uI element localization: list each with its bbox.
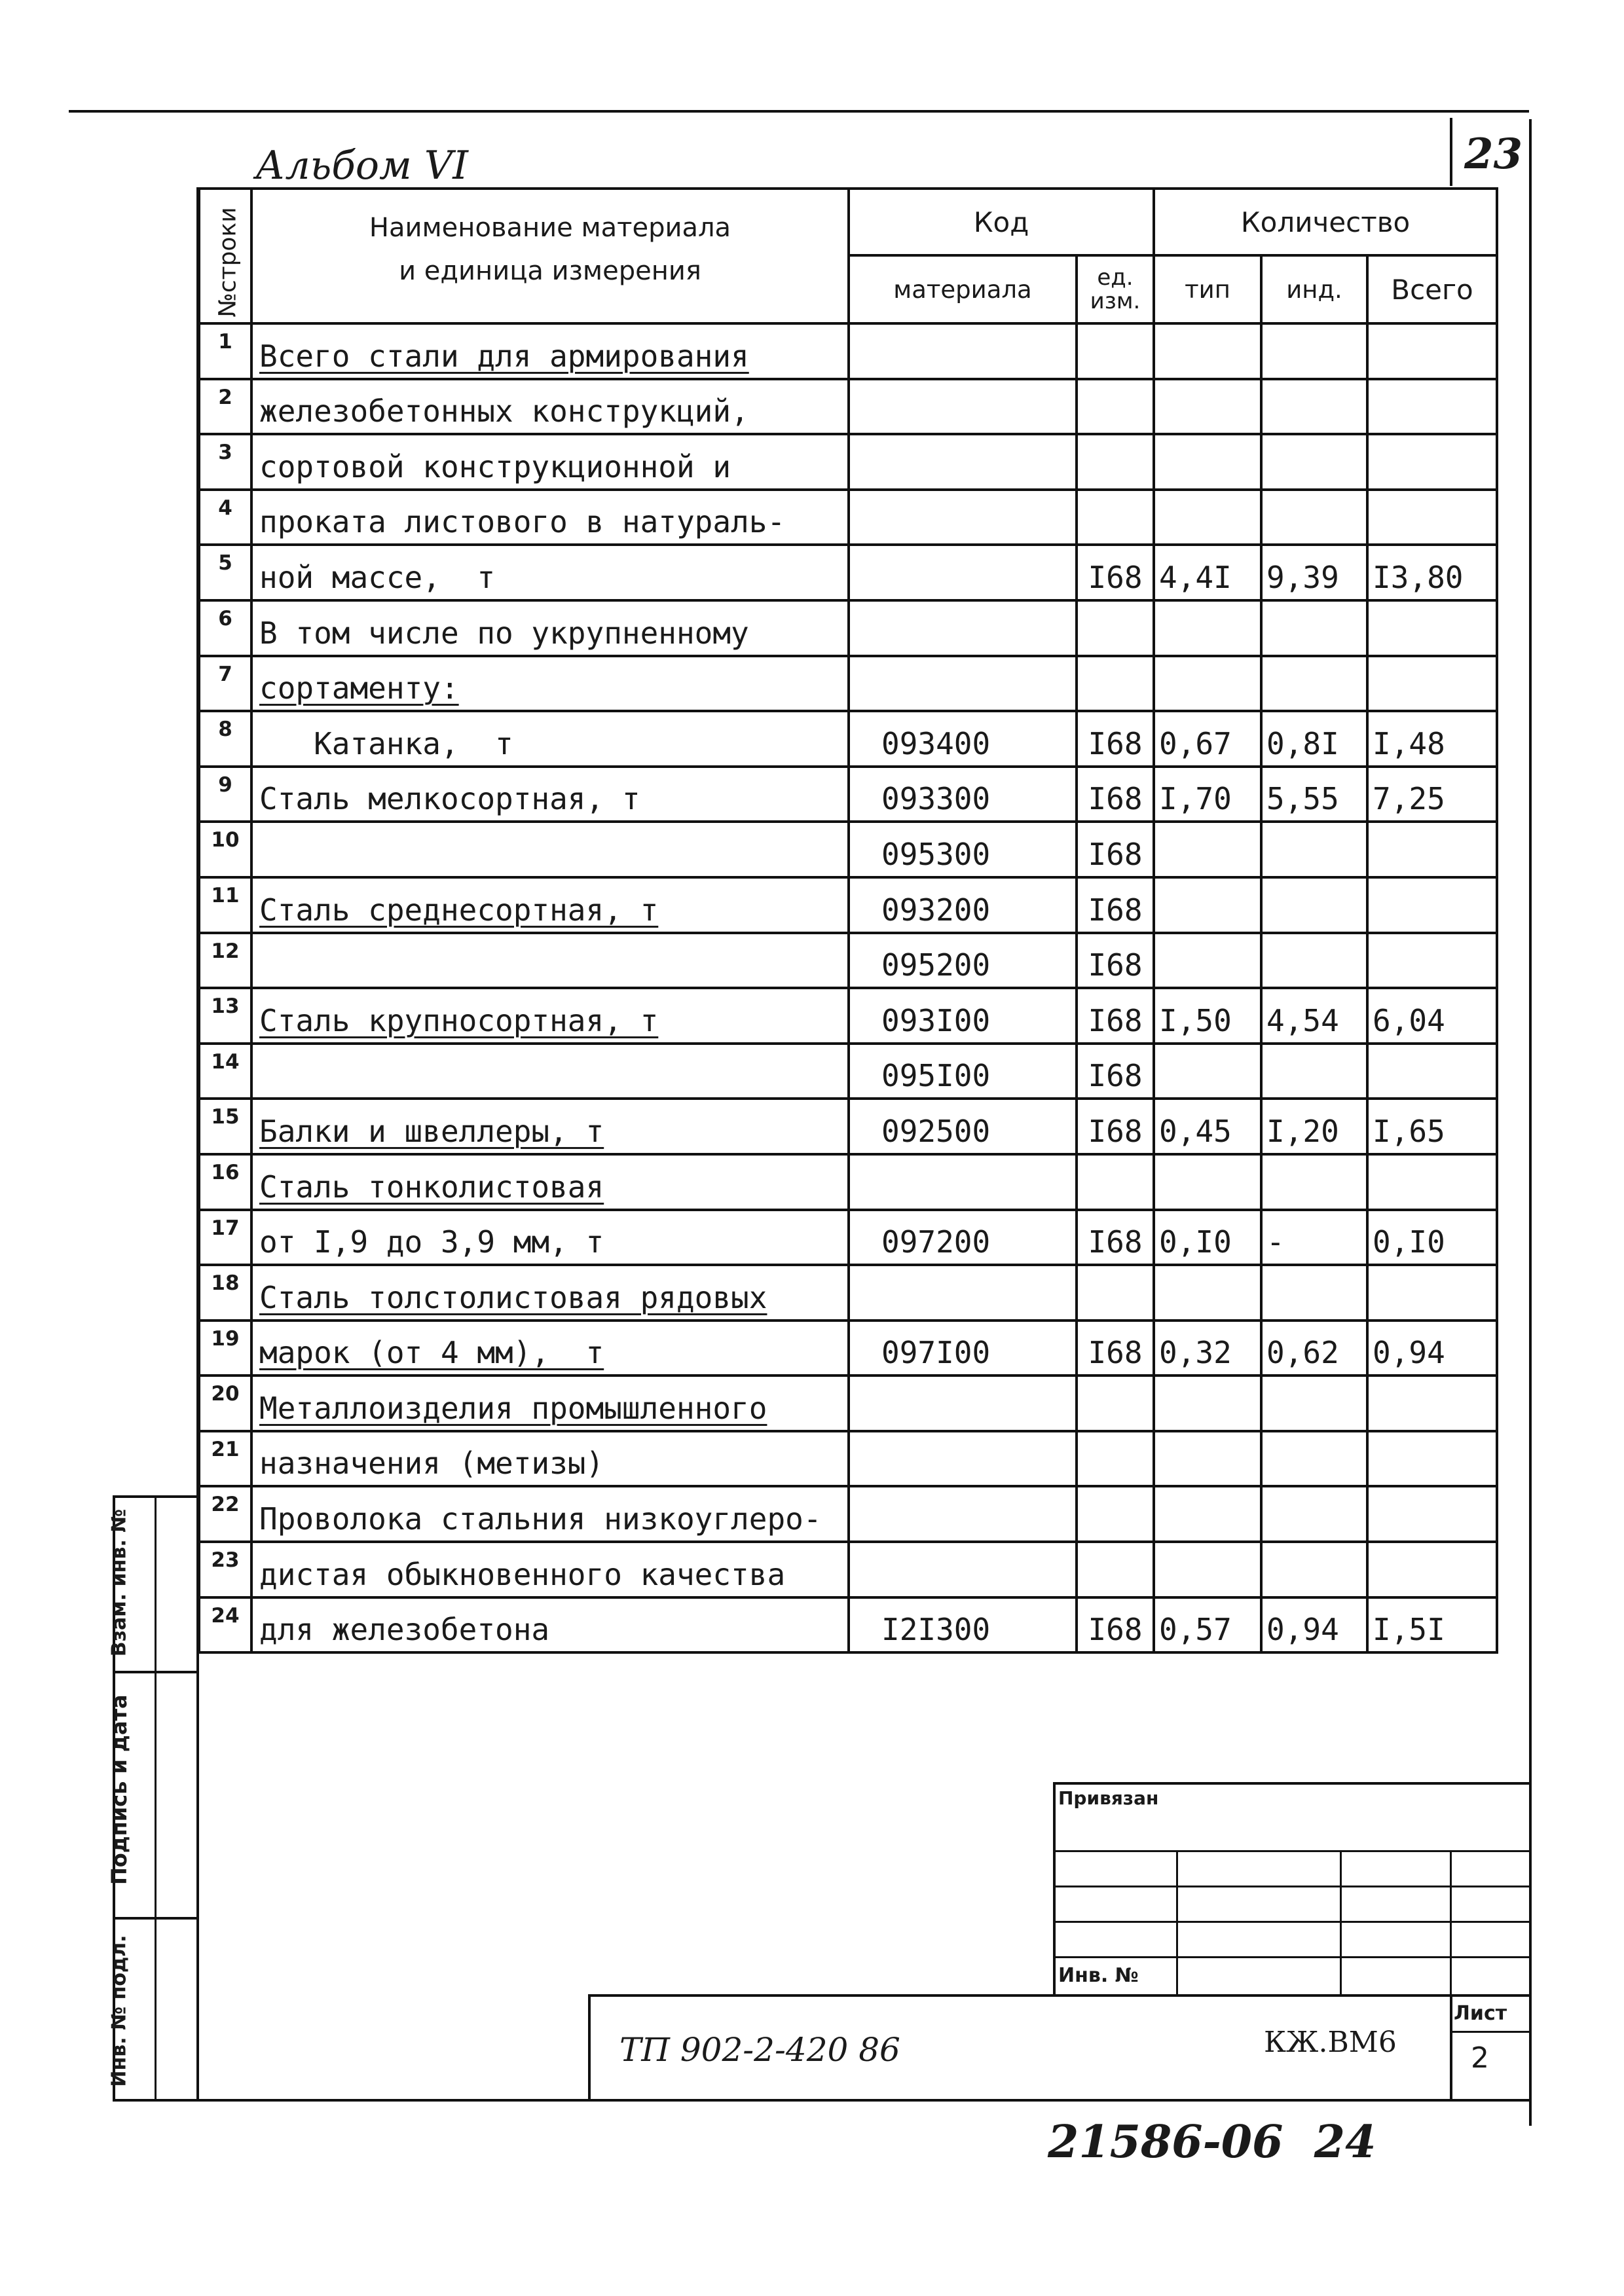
material-name: Сталь тонколистовая — [251, 1154, 849, 1210]
table-row — [199, 1597, 1497, 1653]
ind-header: инд. — [1261, 255, 1367, 323]
material-code — [849, 656, 1077, 712]
privyazan-label: Привязан — [1058, 1787, 1159, 1809]
qty-typ — [1154, 1044, 1261, 1099]
row-number: 16 — [199, 1154, 251, 1210]
material-code — [849, 379, 1077, 435]
qty-total — [1367, 1542, 1497, 1597]
material-code — [849, 600, 1077, 656]
qty-typ: 0,32 — [1154, 1321, 1261, 1376]
material-name: В том числе по укрупненному — [251, 600, 849, 656]
qty-ind — [1261, 933, 1367, 989]
qty-ind: I,20 — [1261, 1099, 1367, 1154]
doc-mark: КЖ.ВМ6 — [1264, 2026, 1397, 2059]
qty-typ — [1154, 1542, 1261, 1597]
title-block-left — [588, 1994, 591, 2102]
qty-ind — [1261, 1265, 1367, 1321]
material-name: назначения (метизы) — [251, 1431, 849, 1487]
unit-header: ед. изм. — [1077, 255, 1154, 323]
quantity-header: Количество — [1154, 189, 1497, 255]
unit-code — [1077, 1431, 1154, 1487]
qty-total — [1367, 490, 1497, 545]
unit-code — [1077, 600, 1154, 656]
material-name: марок (от 4 мм), т — [251, 1321, 849, 1376]
left-frame — [196, 187, 199, 2102]
sheet-box-mid — [1450, 2031, 1531, 2033]
qty-typ — [1154, 822, 1261, 877]
qty-total — [1367, 1376, 1497, 1431]
material-spec-table — [198, 187, 1498, 1654]
page-box-left — [1450, 118, 1452, 186]
qty-typ — [1154, 1431, 1261, 1487]
qty-total — [1367, 656, 1497, 712]
unit-code: I68 — [1077, 711, 1154, 767]
qty-ind — [1261, 822, 1367, 877]
material-name: ной массе, т — [251, 545, 849, 600]
row-number: 12 — [199, 933, 251, 989]
unit-code — [1077, 1376, 1154, 1431]
qty-total: 0,I0 — [1367, 1210, 1497, 1266]
table-row — [199, 988, 1497, 1044]
unit-code — [1077, 1154, 1154, 1210]
row-number: 11 — [199, 877, 251, 933]
material-code: 093300 — [849, 767, 1077, 822]
row-no-header: №строки — [199, 189, 251, 323]
material-name: Металлоизделия промышленного — [251, 1376, 849, 1431]
qty-typ — [1154, 323, 1261, 379]
qty-ind: - — [1261, 1210, 1367, 1266]
unit-code: I68 — [1077, 877, 1154, 933]
table-row — [199, 545, 1497, 600]
table-row — [199, 1542, 1497, 1597]
podpis-data-label: Подпись и дата — [107, 1694, 132, 1885]
qty-ind — [1261, 600, 1367, 656]
qty-typ — [1154, 1154, 1261, 1210]
typ-header: тип — [1154, 255, 1261, 323]
qty-ind — [1261, 1376, 1367, 1431]
qty-total — [1367, 434, 1497, 490]
right-frame — [1529, 119, 1532, 2126]
unit-code — [1077, 379, 1154, 435]
table-row — [199, 933, 1497, 989]
row-number: 18 — [199, 1265, 251, 1321]
row-number: 13 — [199, 988, 251, 1044]
qty-total — [1367, 822, 1497, 877]
material-code — [849, 1154, 1077, 1210]
qty-total — [1367, 1265, 1497, 1321]
table-row — [199, 822, 1497, 877]
unit-code — [1077, 1542, 1154, 1597]
qty-ind: 0,94 — [1261, 1597, 1367, 1653]
material-code: 093I00 — [849, 988, 1077, 1044]
qty-ind: 0,62 — [1261, 1321, 1367, 1376]
qty-ind — [1261, 1154, 1367, 1210]
qty-typ — [1154, 877, 1261, 933]
material-code: 093400 — [849, 711, 1077, 767]
qty-ind — [1261, 1431, 1367, 1487]
material-name — [251, 822, 849, 877]
material-code — [849, 1542, 1077, 1597]
material-name: сортовой конструкционной и — [251, 434, 849, 490]
qty-total: 7,25 — [1367, 767, 1497, 822]
table-row — [199, 323, 1497, 379]
qty-ind — [1261, 323, 1367, 379]
bottom-frame — [113, 2099, 1531, 2102]
unit-code: I68 — [1077, 988, 1154, 1044]
material-code — [849, 490, 1077, 545]
row-number: 1 — [199, 323, 251, 379]
row-number: 6 — [199, 600, 251, 656]
name-header: Наименование материала и единица измерения — [251, 189, 849, 323]
row-number: 15 — [199, 1099, 251, 1154]
qty-total — [1367, 323, 1497, 379]
row-number: 4 — [199, 490, 251, 545]
row-number: 2 — [199, 379, 251, 435]
unit-code — [1077, 490, 1154, 545]
page-number: 23 — [1464, 130, 1523, 179]
qty-ind — [1261, 1542, 1367, 1597]
stamp-h1 — [1053, 1850, 1531, 1852]
table-row — [199, 490, 1497, 545]
qty-ind: 4,54 — [1261, 988, 1367, 1044]
qty-typ: 4,4I — [1154, 545, 1261, 600]
material-code — [849, 1376, 1077, 1431]
table-row — [199, 1376, 1497, 1431]
material-name: Сталь среднесортная, т — [251, 877, 849, 933]
stamp-top — [1053, 1782, 1531, 1785]
material-name: Сталь крупносортная, т — [251, 988, 849, 1044]
table-row — [199, 656, 1497, 712]
table-row — [199, 1099, 1497, 1154]
qty-total: I,48 — [1367, 711, 1497, 767]
qty-ind — [1261, 490, 1367, 545]
material-code: 097I00 — [849, 1321, 1077, 1376]
qty-total — [1367, 933, 1497, 989]
table-row — [199, 877, 1497, 933]
qty-typ — [1154, 379, 1261, 435]
qty-total — [1367, 379, 1497, 435]
qty-ind — [1261, 877, 1367, 933]
qty-ind: 9,39 — [1261, 545, 1367, 600]
qty-total — [1367, 1486, 1497, 1542]
material-code — [849, 545, 1077, 600]
table-row — [199, 1044, 1497, 1099]
doc-code: ТП 902-2-420 86 — [619, 2031, 900, 2069]
qty-total: 0,94 — [1367, 1321, 1497, 1376]
qty-total — [1367, 877, 1497, 933]
qty-ind: 0,8I — [1261, 711, 1367, 767]
material-name: для железобетона — [251, 1597, 849, 1653]
table-row — [199, 711, 1497, 767]
code-header: Код — [849, 189, 1154, 255]
unit-code — [1077, 1265, 1154, 1321]
material-name: проката листового в натураль- — [251, 490, 849, 545]
table-row — [199, 1321, 1497, 1376]
qty-total: I,65 — [1367, 1099, 1497, 1154]
table-row — [199, 1154, 1497, 1210]
material-code: I2I300 — [849, 1597, 1077, 1653]
qty-typ: 0,57 — [1154, 1597, 1261, 1653]
row-number: 24 — [199, 1597, 251, 1653]
strip-div2 — [113, 1917, 199, 1920]
material-code: 095I00 — [849, 1044, 1077, 1099]
material-name: железобетонных конструкций, — [251, 379, 849, 435]
qty-ind — [1261, 434, 1367, 490]
unit-code — [1077, 1486, 1154, 1542]
row-number: 14 — [199, 1044, 251, 1099]
row-number: 17 — [199, 1210, 251, 1266]
qty-typ — [1154, 656, 1261, 712]
qty-total — [1367, 1044, 1497, 1099]
qty-typ: 0,67 — [1154, 711, 1261, 767]
table-row — [199, 1210, 1497, 1266]
sheet-box-left — [1450, 1994, 1452, 2102]
material-name: Балки и швеллеры, т — [251, 1099, 849, 1154]
material-name — [251, 933, 849, 989]
qty-typ — [1154, 600, 1261, 656]
qty-typ — [1154, 434, 1261, 490]
material-code: 095200 — [849, 933, 1077, 989]
material-code-header: материала — [849, 255, 1077, 323]
qty-typ — [1154, 1265, 1261, 1321]
material-code: 092500 — [849, 1099, 1077, 1154]
row-number: 9 — [199, 767, 251, 822]
material-name: Катанка, т — [251, 711, 849, 767]
table-row — [199, 1265, 1497, 1321]
qty-ind — [1261, 1486, 1367, 1542]
table-row — [199, 1431, 1497, 1487]
table-row — [199, 600, 1497, 656]
qty-total — [1367, 1154, 1497, 1210]
row-number: 10 — [199, 822, 251, 877]
qty-total: 6,04 — [1367, 988, 1497, 1044]
stamp-v1 — [1176, 1850, 1178, 1995]
material-name — [251, 1044, 849, 1099]
material-code: 095300 — [849, 822, 1077, 877]
top-rule — [69, 110, 1529, 113]
row-number: 8 — [199, 711, 251, 767]
inv-podl-label: Инв. № подл. — [107, 1935, 131, 2087]
stamp-v2 — [1340, 1850, 1342, 1995]
material-code: 093200 — [849, 877, 1077, 933]
inv-no-label: Инв. № — [1058, 1964, 1139, 1987]
strip-col — [155, 1495, 157, 2102]
row-number: 23 — [199, 1542, 251, 1597]
material-code: 097200 — [849, 1210, 1077, 1266]
material-code — [849, 323, 1077, 379]
stamp-left — [1053, 1782, 1056, 1997]
unit-code: I68 — [1077, 822, 1154, 877]
vzam-inv-label: Взам. инв. № — [107, 1508, 131, 1657]
stamp-h3 — [1053, 1921, 1531, 1923]
table-row — [199, 434, 1497, 490]
qty-ind — [1261, 656, 1367, 712]
qty-typ: 0,45 — [1154, 1099, 1261, 1154]
qty-typ: I,50 — [1154, 988, 1261, 1044]
stamp-v3 — [1450, 1850, 1452, 1995]
row-number: 20 — [199, 1376, 251, 1431]
material-code — [849, 434, 1077, 490]
qty-typ: 0,I0 — [1154, 1210, 1261, 1266]
qty-typ: I,70 — [1154, 767, 1261, 822]
qty-typ — [1154, 1486, 1261, 1542]
material-name: Всего стали для армирования — [251, 323, 849, 379]
qty-typ — [1154, 933, 1261, 989]
row-number: 19 — [199, 1321, 251, 1376]
material-name: сортаменту: — [251, 656, 849, 712]
unit-code — [1077, 434, 1154, 490]
row-number: 7 — [199, 656, 251, 712]
qty-ind — [1261, 1044, 1367, 1099]
unit-code: I68 — [1077, 1597, 1154, 1653]
album-title: Альбом VI — [255, 143, 468, 189]
material-code — [849, 1431, 1077, 1487]
row-number: 22 — [199, 1486, 251, 1542]
row-number: 3 — [199, 434, 251, 490]
qty-typ — [1154, 490, 1261, 545]
unit-code: I68 — [1077, 1210, 1154, 1266]
unit-code — [1077, 323, 1154, 379]
material-code — [849, 1486, 1077, 1542]
material-name: Сталь толстолистовая рядовых — [251, 1265, 849, 1321]
material-name: Сталь мелкосортная, т — [251, 767, 849, 822]
qty-total — [1367, 1431, 1497, 1487]
unit-code: I68 — [1077, 1044, 1154, 1099]
material-name: дистая обыкновенного качества — [251, 1542, 849, 1597]
unit-code — [1077, 656, 1154, 712]
strip-div1 — [113, 1671, 199, 1673]
unit-code: I68 — [1077, 933, 1154, 989]
qty-typ — [1154, 1376, 1261, 1431]
material-code — [849, 1265, 1077, 1321]
unit-code: I68 — [1077, 545, 1154, 600]
qty-ind — [1261, 379, 1367, 435]
qty-ind: 5,55 — [1261, 767, 1367, 822]
qty-total: I3,80 — [1367, 545, 1497, 600]
unit-code: I68 — [1077, 1099, 1154, 1154]
sheet-label: Лист — [1454, 2002, 1507, 2025]
table-row — [199, 1486, 1497, 1542]
row-number: 21 — [199, 1431, 251, 1487]
qty-total: I,5I — [1367, 1597, 1497, 1653]
stamp-h4 — [1053, 1956, 1531, 1958]
title-block-top — [588, 1994, 1531, 1997]
spec-body — [199, 323, 1497, 1652]
unit-code: I68 — [1077, 1321, 1154, 1376]
material-name: Проволока стальния низкоуглеро- — [251, 1486, 849, 1542]
footer-number: 21586-06 24 — [1048, 2116, 1376, 2168]
sheet-number: 2 — [1471, 2041, 1489, 2075]
table-row — [199, 767, 1497, 822]
table-row — [199, 379, 1497, 435]
unit-code: I68 — [1077, 767, 1154, 822]
stamp-h2 — [1053, 1886, 1531, 1887]
qty-total — [1367, 600, 1497, 656]
material-name: от I,9 до 3,9 мм, т — [251, 1210, 849, 1266]
total-header: Всего — [1367, 255, 1497, 323]
row-number: 5 — [199, 545, 251, 600]
